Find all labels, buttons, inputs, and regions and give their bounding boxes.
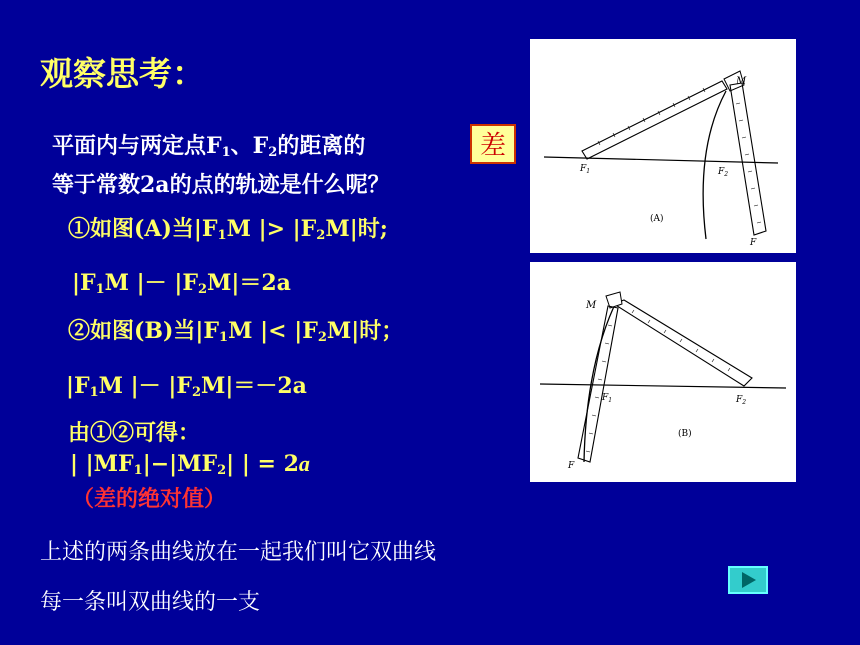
ruler-mf2-ticks — [632, 310, 730, 371]
ruler-f1m — [582, 81, 727, 159]
question-text — [52, 130, 390, 201]
case-a-text: ①如图(A)当$|F_1M$ |> $|F_2M|$时; — [68, 216, 388, 243]
hyperbola-branch — [703, 91, 729, 239]
baseline — [544, 157, 778, 163]
slide-title: 观察思考： — [40, 54, 205, 93]
ruler-mf2 — [614, 300, 752, 386]
ruler-mf — [730, 83, 766, 235]
conclusion-label: 由①②可得： — [68, 420, 201, 446]
label-f1: $F_1$ — [602, 393, 613, 404]
figure-b-diagram — [530, 262, 796, 482]
equation-a: $|F_1M$ |－ $|F_2M|=2a$ — [72, 270, 291, 297]
figure-a — [530, 39, 796, 253]
label-f2: $F_2$ — [718, 167, 729, 178]
label-f: F — [750, 238, 757, 248]
case-b-text: ②如图(B)当$|F_1M$ |< $|F_2M|$时； — [68, 318, 404, 345]
difference-badge[interactable]: 差 — [470, 124, 516, 164]
baseline — [540, 384, 786, 388]
label-f: F — [568, 461, 575, 471]
caption-b: (B) — [678, 429, 692, 439]
label-m: M — [586, 300, 597, 311]
play-next-icon — [730, 568, 766, 592]
branch-definition: 每一条叫双曲线的一支 — [40, 590, 261, 615]
question-line-2: 等于常数2a的点的轨迹是什么呢？ — [52, 172, 390, 198]
question-line-1: 平面内与两定点$F_1$、$F_2$的距离的 — [52, 133, 366, 160]
absolute-equation: | $|MF_1|-|MF_2|$ | = 2a — [70, 451, 310, 478]
label-f2: $F_2$ — [736, 395, 747, 406]
figure-b — [530, 262, 796, 482]
absolute-note: （差的绝对值） — [72, 486, 227, 512]
equation-b: $|F_1M$ |－ $|F_2M|=-2a$ — [66, 373, 307, 400]
label-m: M — [736, 76, 747, 87]
ruler-mf — [578, 306, 618, 462]
caption-a: (A) — [650, 214, 664, 224]
figure-a-diagram — [530, 39, 796, 253]
hyperbola-definition: 上述的两条曲线放在一起我们叫它双曲线 — [40, 540, 437, 565]
label-f1: $F_1$ — [580, 164, 591, 175]
play-next-button[interactable] — [728, 566, 768, 594]
